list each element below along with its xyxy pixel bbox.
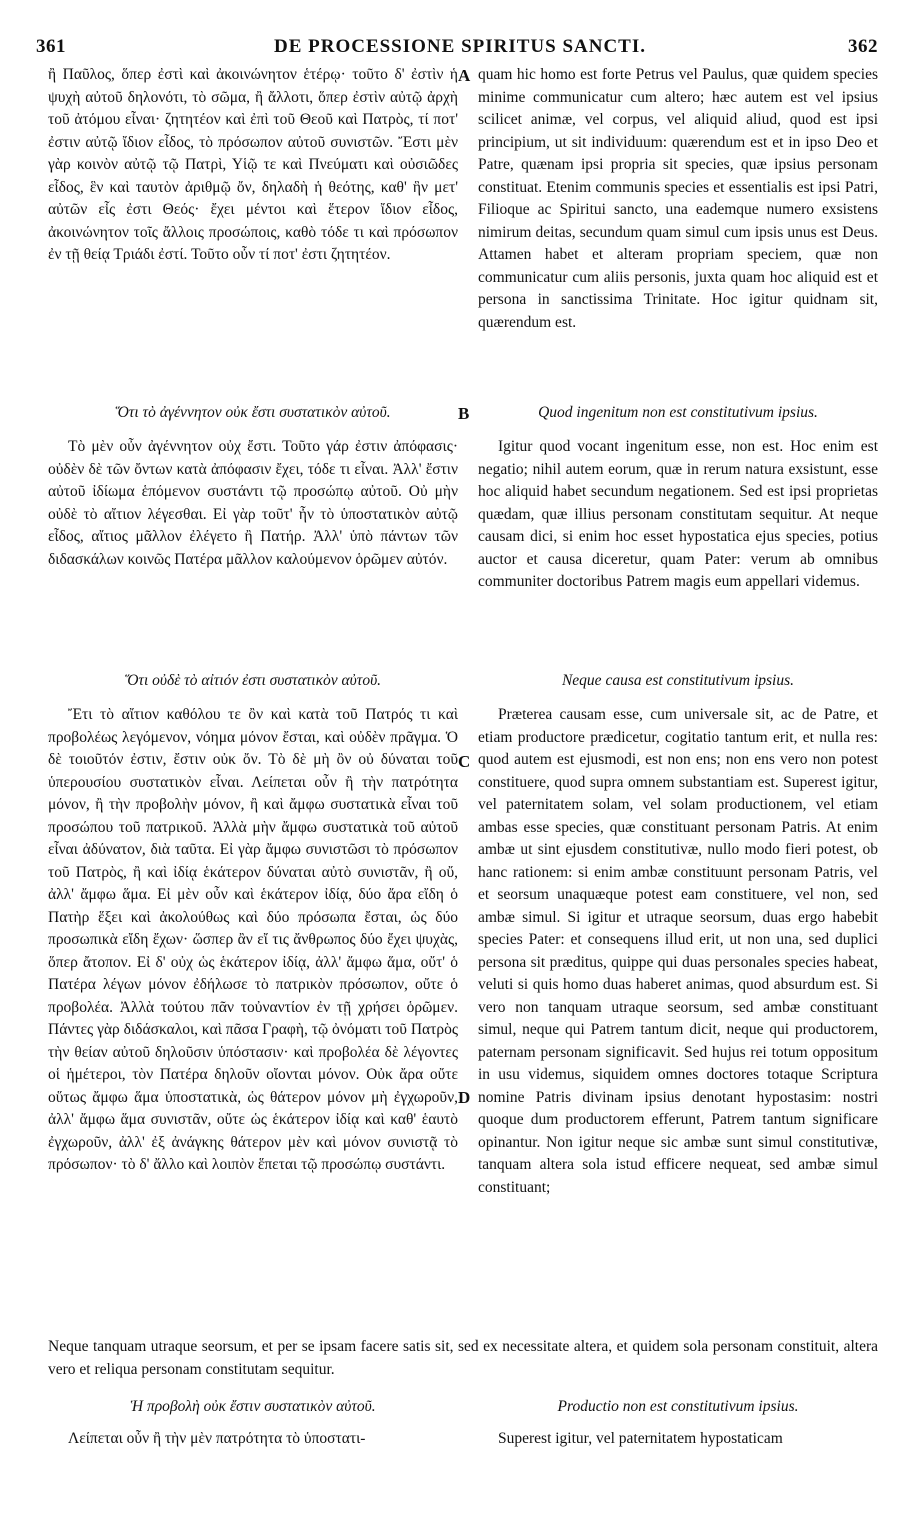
margin-letter-b: B <box>458 404 470 423</box>
margin-letter-a: A <box>458 66 471 85</box>
running-title: DE PROCESSIONE SPIRITUS SANCTI. <box>273 36 647 57</box>
greek-heading-4: Ἡ προβολὴ οὐκ ἔστιν συστατικὸν αὐτοῦ. <box>130 1398 376 1415</box>
greek-paragraph-4: Λείπεται οὖν ἢ τὴν μὲν πατρότητα τὸ ὑποστατι- <box>68 1430 366 1447</box>
page-number-right: 362 <box>848 36 878 57</box>
latin-heading-3: Neque causa est constitutivum ipsius. <box>561 672 795 689</box>
margin-letter-c: C <box>458 752 471 771</box>
latin-fullwidth-continuation: Neque tanquam utraque seorsum, et per se ipsam facere satis sit, sed ex necessitate altera, et quidem sola personam constituit, altera vero et reliqua personam constitutam sequitur. <box>48 1338 878 1378</box>
greek-paragraph-1: ἢ Παῦλος, ὅπερ ἐστὶ καὶ ἀκοινώνητον ἑτέρῳ· τοῦτο δ' ἐστὶν ἡ ψυχὴ αὐτοῦ δηλονότι, τὸ σῶμα, ἢ ἄλλοτι, ὅπερ ἐστὶν αὐτῷ ἀρχὴ τοῦ ἀτόμου εἶναι· ζητητέον καὶ ἐπὶ τοῦ Θεοῦ καὶ Πατρὸς, τί ποτ' ἐστιν αὐτῷ ἴδιον εἶδος, τὸ πρόσωπον αὐτοῦ συνιστῶν. Ἔστι μὲν γὰρ κοινὸν αὐτῷ τῷ Πατρὶ, Υἱῷ τε καὶ Πνεύματι καὶ οὐσιῶδες εἶδος, ἓν καὶ ταυτὸν ἀριθμῷ ὄν, δηλαδὴ ἡ θεότης, καθ' ἣν μετ' αὐτῶν εἷς ἐστι Θεός· ἔχει μέντοι καὶ ἕτερον ἴδιον εἶδος, ἀκοινώνητον τοῖς ἄλλοις προσώποις, καθὸ τόδε τι καὶ πρόσωπον ἐν τῇ θείᾳ Τριάδι ἐστί. Τοῦτο οὖν τί ποτ' ἐστι ζητητέον. <box>48 66 458 263</box>
greek-paragraph-3: Ἔτι τὸ αἴτιον καθόλου τε ὂν καὶ κατὰ τοῦ Πατρός τι καὶ προβολέως λεγόμενον, νόημα μόνον ἔσται, καὶ οὐδὲν πρᾶγμα. Ὁ δὲ τοιοῦτόν ἐστιν, ἔστιν οὐκ ὄν. Τὸ δὲ μὴ ὂν οὐ δύναται τοῦ ὑπερουσίου συστατικὸν εἶναι. Λείπεται οὖν ἢ τὴν πατρότητα μόνον, ἢ τὴν προβολὴν μόνον, ἢ καὶ ἄμφω συστατικὰ εἶναι τοῦ προσώπου τοῦ πατρικοῦ. Ἀλλὰ μὴν ἄμφω συστατικὰ τοῦ αὐτοῦ εἶναι ἀδύνατον, διὰ ταῦτα. Εἰ γὰρ ἄμφω συνιστῶσι τὸ πρόσωπον τοῦ Πατρὸς, ἢ καὶ ἰδίᾳ ἑκάτερον δύναται αὐτὸ συνιστᾶν, ἢ οὔ, ἀλλ' ἄμφω ἅμα. Εἰ μὲν οὖν καὶ ἑκάτερον ἰδίᾳ, δύο ἄρα εἴδη ὁ Πατὴρ ἕξει καὶ ἀκολούθως καὶ δύο πρόσωπα ἔσται, ὡς δύο προσωπικὰ εἴδη ἔχων· ὥσπερ ἂν εἴ τις ἄνθρωπος δύο ἔχει ψυχὰς, ὅπερ ἄτοπον. Εἰ δ' οὐχ ὡς ἑκάτερον ἰδίᾳ, ἀλλ' ἄμφω ἅμα, οὔτ' ὁ Πατέρα λέγων μόνον ἐδήλωσε τὸ πατρικὸν πρόσωπον, οὔτε ὁ προβολέα. Ἀλλὰ τούτου πᾶν τοὐναντίον ἐν τῇ χρήσει ὁρῶμεν. Πάντες γὰρ διδάσκαλοι, καὶ πᾶσα Γραφὴ, τῷ ὀνόματι τοῦ Πατρὸς τὴν θείαν αὐτοῦ δηλοῦσιν ὑπόστασιν· καὶ προβολέα δὲ λέγοντες οἱ ἡμέτεροι, τὸν Πατέρα δηλοῦν οἴονται μόνον. Οὐκ ἄρα οὔτε οὕτως ἄμφω ἅμα ὑποστατικὰ, ὡς θάτερον μόνον μὴ ἐγχωροῦν, ἀλλ' ἄμφω ἅμα συνιστᾶν, οὔτε ὡς ἑκάτερον ἰδίᾳ καὶ καθ' ἑαυτὸ ἐγχωροῦν, ἀλλ' ἐξ ἀνάγκης θάτερον μὲν καὶ μόνον συνιστᾷ τὸ πρόσωπον· τὸ δ' ἄλλο καὶ λοιπὸν ἕπεται τῷ προσώπῳ συστάντι. <box>48 706 458 1173</box>
latin-paragraph-2: Igitur quod vocant ingenitum esse, non est. Hoc enim est negatio; nihil autem eorum, quæ in rerum natura exsistunt, esse hoc aliquid habet secundum negationem. Sed est ipsi proprietas quædam, quæ illius personam constitutam sequitur. At neque causam dici, si enim hoc esset hypostatica ejus species, potius auctor et causa diceretur, quam Pater: verum ab omnibus communiter doctoribus Patrem magis eum appellari videmus. <box>478 438 878 590</box>
greek-heading-3: Ὅτι οὐδὲ τὸ αἰτιόν ἐστι συστατικὸν αὐτοῦ. <box>124 672 382 689</box>
latin-heading-2: Quod ingenitum non est constitutivum ipsius. <box>538 404 818 421</box>
latin-paragraph-1: quam hic homo est forte Petrus vel Paulus, quæ quidem species minime communicatur cum altero; hæc autem est vel ipsius scilicet animæ, vel corpus, vel aliquid aliud, quod est ipsi principium, ut sit individuum: quærendum est et in ipso Deo et Patre, quænam ipsi propria sit species, quæ ipsius personam constituat. Etenim communis species et essentialis est ipsi Patri, Filioque ac Spiritui sancto, una eademque numero exsistens nimirum deitas, secundum quam simul cum ipsis unus est Deus. Attamen habet et alteram propriam speciem, quæ non communicatur cum aliis personis, juxta quam hoc aliquid est et persona in sanctissima Trinitate. Hoc igitur quidnam sit, quærendum est. <box>478 66 878 331</box>
latin-heading-4: Productio non est constitutivum ipsius. <box>557 1398 799 1415</box>
margin-letter-d: D <box>458 1088 471 1107</box>
latin-paragraph-3: Præterea causam esse, cum universale sit, ac de Patre, et etiam productore prædicetur, cogitatio tantum erit, et nulla res: quod autem est ejusmodi, est non ens; non ens vero non potest constituere, quod supra omnem substantiam est. Superest igitur, vel paternitatem solam, vel solam productionem, vel etiam ambas esse species, quæ constituant personam Patris. At enim ambæ ut sint ejusdem constitutivæ, nullo modo fieri potest, ob hanc rationem: si enim ambæ constituunt personam Patris, vel et seorsum unaquæque potest eam constituere, vel non, sed ambæ simul. Si igitur et utraque seorsum, duas ergo habebit species Pater: et consequens illud erit, ut non una, sed duplici persona sit præditus, quippe qui duas personales species habeat, veluti si quis homo duas haberet animas, quod absurdum est. Si vero non tanquam utraque seorsum, sed ambæ constituant simul, neque qui Patrem tantum dicit, neque qui productorem, paternam personam significavit. Sed hujus rei totum oppositum in usu videmus, siquidem omnes doctores totaque Scriptura nomine Patris divinam ipsius denotant hypostasim: nostri quoque dum productorem efferunt, Patrem tantum significare opinantur. Non igitur neque sic ambæ sunt simul constitutivæ, tanquam altera sola istud efficere nequeat, sed ambæ simul constituant; <box>478 706 878 1196</box>
page-number-left: 361 <box>36 36 66 57</box>
latin-paragraph-4: Superest igitur, vel paternitatem hypostaticam <box>498 1430 783 1447</box>
greek-heading-2: Ὅτι τὸ ἀγέννητον οὐκ ἔστι συστατικὸν αὐτοῦ. <box>115 404 391 421</box>
greek-paragraph-2: Τὸ μὲν οὖν ἀγέννητον οὐχ ἔστι. Τοῦτο γάρ ἐστιν ἀπόφασις· οὐδὲν δὲ τῶν ὄντων κατὰ ἀπόφασιν ἔχει, τόδε τι εἶναι. Ἀλλ' ἔστιν αὐτοῦ ἰδίωμα ἑπόμενον συστάντι τῷ προσώπῳ αὐτοῦ. Οὐ μὴν οὐδὲ τὸ αἴτιον λέγεσθαι. Εἰ γὰρ τοῦτ' ἦν τὸ ὑποστατικὸν αὐτῷ εἶδος, αἴτιος μᾶλλον ἐλέγετο ἢ Πατήρ. Ἀλλ' ὑπὸ πάντων τῶν διδασκάλων κοινῶς Πατέρα μᾶλλον καλούμενον ὁρῶμεν αὐτόν. <box>48 438 458 568</box>
